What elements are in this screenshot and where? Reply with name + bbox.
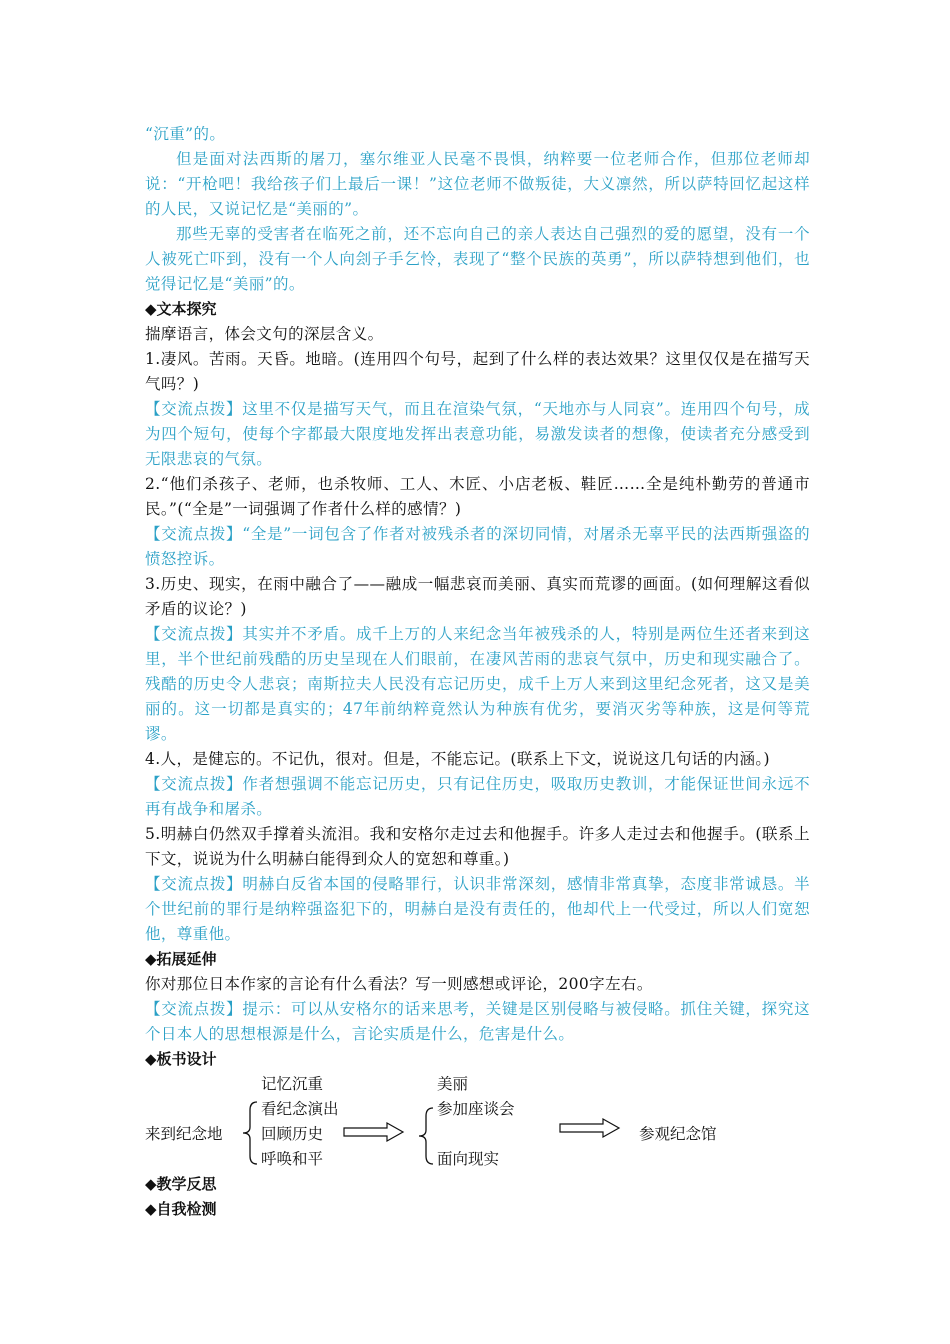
section-heading-reflect: ◆教学反思 — [145, 1175, 217, 1193]
answer-1: 【交流点拨】这里不仅是描写天气，而且在渲染气氛，“天地亦与人同哀”。连用四个句号，成为四个短句，使每个字都最大限度地发挥出表意功能，易激发读者的想像，使读者充分感受到无限悲哀的气氛。 — [145, 400, 810, 468]
answer-tag: 【交流点拨】 — [145, 400, 243, 418]
question-4: 4.人，是健忘的。不记仇，很对。但是，不能忘记。(联系上下文，说说这几句话的内涵。) — [145, 750, 770, 768]
answer-tag: 【交流点拨】 — [145, 1000, 243, 1018]
intro-paragraph-1: 但是面对法西斯的屠刀，塞尔维亚人民毫不畏惧，纳粹要一位老师合作，但那位老师却说：“开枪吧！我给孩子们上最后一课！”这位老师不做叛徒，大义凛然，所以萨特回忆起这样的人民，又说记忆是“美丽的”。 — [145, 150, 810, 218]
board-design-diagram — [145, 1072, 810, 1172]
right-arrow-icon — [343, 1121, 405, 1143]
question-block — [145, 347, 810, 947]
left-brace-icon — [241, 1100, 259, 1166]
board-col2-title: 美丽 — [437, 1075, 469, 1093]
answer-2: 【交流点拨】“全是”一词包含了作者对被残杀者的深切同情，对屠杀无辜平民的法西斯强盗的愤怒控诉。 — [145, 525, 810, 568]
answer-4: 【交流点拨】作者想强调不能忘记历史，只有记住历史，吸取历史教训，才能保证世间永远不再有战争和屠杀。 — [145, 775, 810, 818]
question-1: 1.凄风。苦雨。天昏。地暗。(连用四个句号，起到了什么样的表达效果？这里仅仅是在描写天气吗？) — [145, 350, 810, 393]
right-arrow-icon — [559, 1117, 621, 1139]
answer-tag: 【交流点拨】 — [145, 625, 243, 643]
board-col2-item: 参加座谈会 — [437, 1100, 515, 1118]
board-col1-item: 看纪念演出 — [261, 1100, 339, 1118]
answer-tag: 【交流点拨】 — [145, 775, 243, 793]
question-5: 5.明赫白仍然双手撑着头流泪。我和安格尔走过去和他握手。许多人走过去和他握手。(联系上下文，说说为什么明赫白能得到众人的宽恕和尊重。) — [145, 825, 810, 868]
extend-task: 你对那位日本作家的言论有什么看法？写一则感想或评论，200字左右。 — [145, 975, 653, 993]
section-heading-extend: ◆拓展延伸 — [145, 950, 217, 968]
board-end: 参观纪念馆 — [639, 1125, 717, 1143]
answer-tag: 【交流点拨】 — [145, 525, 243, 543]
board-col1-item: 呼唤和平 — [261, 1150, 324, 1168]
extend-answer: 【交流点拨】提示：可以从安格尔的话来思考，关键是区别侵略与被侵略。抓住关键，探究这个日本人的思想根源是什么，言论实质是什么，危害是什么。 — [145, 1000, 810, 1043]
board-col1-title: 记忆沉重 — [261, 1075, 324, 1093]
board-start: 来到纪念地 — [145, 1125, 223, 1143]
question-3: 3.历史、现实，在雨中融合了——融成一幅悲哀而美丽、真实而荒谬的画面。(如何理解这看似矛盾的议论？) — [145, 575, 810, 618]
left-brace-icon — [417, 1106, 435, 1166]
section-heading-self-test: ◆自我检测 — [145, 1200, 217, 1218]
intro-paragraph-0: “沉重”的。 — [145, 125, 226, 143]
answer-3: 【交流点拨】其实并不矛盾。成千上万的人来纪念当年被残杀的人，特别是两位生还者来到这里，半个世纪前残酷的历史呈现在人们眼前，在凄风苦雨的悲哀气氛中，历史和现实融合了。残酷的历史令人悲哀；南斯拉夫人民没有忘记历史，成千上万人来到这里纪念死者，这又是美丽的。这一切都是真实的；47年前纳粹竟然认为种族有优劣，要消灭劣等种族，这是何等荒谬。 — [145, 625, 810, 743]
answer-5: 【交流点拨】明赫白反省本国的侵略罪行，认识非常深刻，感情非常真挚，态度非常诚恳。半个世纪前的罪行是纳粹强盗犯下的，明赫白是没有责任的，他却代上一代受过，所以人们宽恕他，尊重他。 — [145, 875, 810, 943]
section-heading-board: ◆板书设计 — [145, 1050, 217, 1068]
board-col2-item: 面向现实 — [437, 1150, 500, 1168]
intro-paragraph-2: 那些无辜的受害者在临死之前，还不忘向自己的亲人表达自己强烈的爱的愿望，没有一个人被死亡吓到，没有一个人向刽子手乞怜，表现了“整个民族的英勇”，所以萨特想到他们，也觉得记忆是“美丽”的。 — [145, 225, 810, 293]
board-col1-item: 回顾历史 — [261, 1125, 324, 1143]
text-explore-intro: 揣摩语言，体会文句的深层含义。 — [145, 325, 384, 343]
section-heading-text-explore: ◆文本探究 — [145, 300, 217, 318]
question-2: 2.“他们杀孩子、老师，也杀牧师、工人、木匠、小店老板、鞋匠……全是纯朴勤劳的普通市民。”(“全是”一词强调了作者什么样的感情？) — [145, 475, 810, 518]
answer-tag: 【交流点拨】 — [145, 875, 243, 893]
document-page — [145, 122, 810, 1222]
